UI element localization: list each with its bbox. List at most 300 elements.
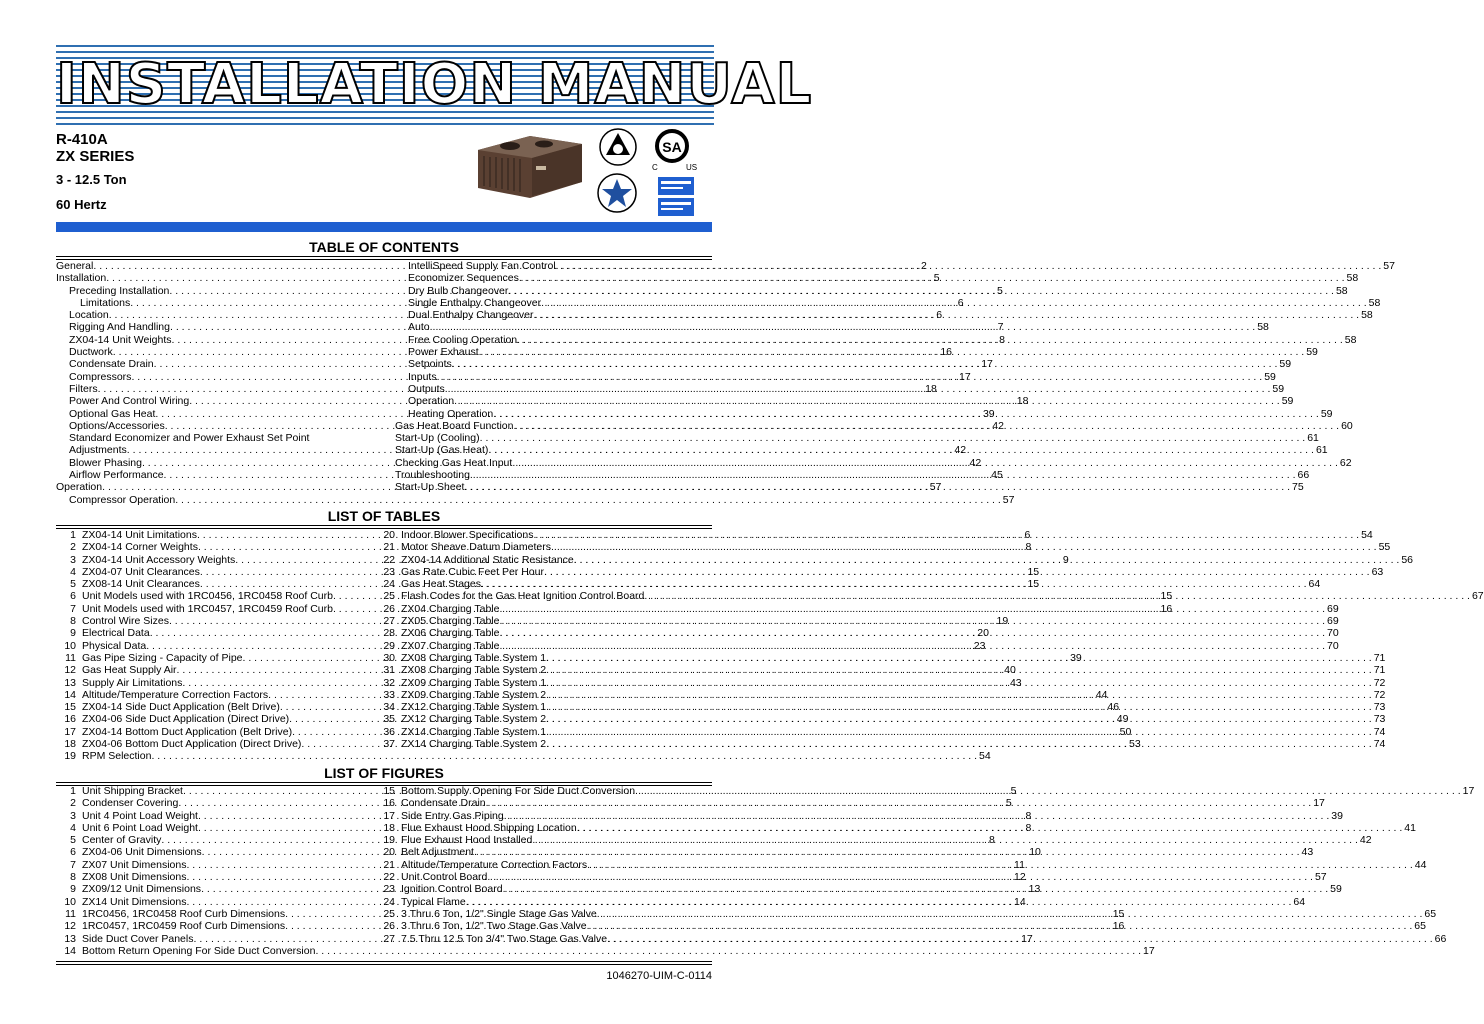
entry-page: 5 xyxy=(933,272,940,285)
entry-label: ZX14 Unit Dimensions xyxy=(82,895,187,908)
entry-page: 39 xyxy=(1331,809,1343,822)
entry-page: 72 xyxy=(1373,676,1386,689)
list-entry xyxy=(375,834,1372,847)
leader-dots xyxy=(466,896,1292,908)
entry-label: 3 Thru 6 Ton, 1/2" Two Stage Gas Valve xyxy=(401,920,587,933)
star-seal-icon xyxy=(596,172,638,214)
entry-number: 26 xyxy=(383,602,395,615)
entry-page: 16 xyxy=(940,346,953,359)
entry-label: Unit 4 Point Load Weight xyxy=(82,809,198,822)
entry-label: ZX12 Charging Table System 2 xyxy=(401,713,547,726)
entry-page: 17 xyxy=(1313,797,1325,810)
entry-page: 65 xyxy=(1424,907,1437,920)
entry-label: Indoor Blower Specifications xyxy=(401,529,534,541)
entry-number: 6 xyxy=(70,846,76,859)
toc-entry xyxy=(395,333,1357,346)
entry-number: 23 xyxy=(383,565,395,578)
toc-entry xyxy=(395,309,1373,322)
entry-page: 59 xyxy=(1281,395,1294,408)
entry-page: 40 xyxy=(1004,664,1016,677)
entry-label: ZX05 Charging Table xyxy=(401,615,500,628)
entry-label: Supply Air Limitations xyxy=(82,676,183,689)
entry-label: ZX06 Charging Table xyxy=(401,627,500,640)
entry-page: 8 xyxy=(988,834,995,847)
entry-page: 8 xyxy=(1025,541,1032,554)
entry-number: 14 xyxy=(64,944,76,957)
entry-number: 25 xyxy=(383,907,395,920)
entry-number: 21 xyxy=(383,541,395,554)
entry-number: 10 xyxy=(64,639,76,652)
entry-page: 18 xyxy=(925,382,937,395)
entry-label: Compressors xyxy=(69,370,132,383)
entry-page: 58 xyxy=(1368,296,1381,309)
entry-page: 57 xyxy=(929,481,942,494)
leader-dots xyxy=(587,859,1413,871)
entry-number: 18 xyxy=(64,738,76,751)
entry-page: 8 xyxy=(999,333,1005,346)
entry-label: 1RC0456, 1RC0458 Roof Curb Dimensions xyxy=(82,907,286,920)
leader-dots xyxy=(587,920,1413,932)
entry-label: Optional Gas Heat xyxy=(69,407,156,420)
entry-number: 12 xyxy=(64,920,76,933)
entry-label: Preceding Installation xyxy=(69,284,170,297)
entry-number: 3 xyxy=(70,809,76,822)
entry-page: 74 xyxy=(1373,725,1386,738)
entry-number: 24 xyxy=(383,578,395,591)
entry-label: ZX09 Charging Table System 2 xyxy=(401,688,547,701)
entry-page: 74 xyxy=(1373,738,1386,751)
entry-label: ZX04 Charging Table xyxy=(401,602,500,615)
entry-page: 54 xyxy=(979,750,991,763)
entry-page: 64 xyxy=(1308,578,1321,591)
entry-page: 70 xyxy=(1327,627,1339,640)
entry-page: 8 xyxy=(1025,821,1032,834)
entry-number: 23 xyxy=(383,883,395,896)
entry-label: Gas Rate Cubic Feet Per Hour xyxy=(401,565,544,578)
entry-number: 31 xyxy=(383,664,395,677)
entry-label: ZX04-14 Additional Static Resistance xyxy=(401,553,574,566)
entry-label: 3 Thru 6 Ton, 1/2" Single Stage Gas Valve xyxy=(401,907,597,920)
entry-label: ZX04-06 Side Duct Application (Direct Drive) xyxy=(82,713,290,726)
entry-number: 5 xyxy=(70,578,76,591)
entry-page: 58 xyxy=(1361,309,1373,322)
entry-label: ZX08 Charging Table System 1 xyxy=(401,651,547,664)
entry-label: Adjustments xyxy=(69,444,127,457)
entry-number: 20 xyxy=(383,846,395,859)
entry-page: 73 xyxy=(1373,713,1386,726)
toc-entry xyxy=(395,321,1269,334)
leader-dots xyxy=(493,408,1319,420)
entry-number: 4 xyxy=(70,565,76,578)
entry-page: 63 xyxy=(1371,565,1384,578)
entry-number: 25 xyxy=(383,590,395,603)
entry-label: Economizer Sequences xyxy=(408,272,519,285)
entry-label: Condenser Covering xyxy=(82,797,179,810)
entry-number: 10 xyxy=(64,895,76,908)
entry-label: Filters xyxy=(69,382,98,395)
entry-number: 11 xyxy=(65,651,76,664)
entry-label: ZX04-14 Unit Limitations xyxy=(82,529,197,541)
entry-page: 57 xyxy=(1314,871,1327,884)
entry-page: 2 xyxy=(920,260,927,272)
entry-label: Start-Up (Cooling) xyxy=(395,432,480,445)
entry-page: 46 xyxy=(1107,701,1120,714)
entry-label: ZX09/12 Unit Dimensions xyxy=(82,883,202,896)
document-id: 1046270-UIM-C-0114 xyxy=(606,970,712,982)
entry-page: 60 xyxy=(1341,419,1353,432)
entry-label: Blower Phasing xyxy=(69,456,142,469)
entry-label: ZX08 Unit Dimensions xyxy=(82,871,187,884)
toc-entry xyxy=(395,432,1319,445)
leader-dots xyxy=(546,677,1372,689)
leader-dots xyxy=(499,603,1325,615)
entry-number: 16 xyxy=(64,713,76,726)
refrigerant-label: R-410A xyxy=(56,131,108,148)
entry-number: 18 xyxy=(383,821,395,834)
entry-page: 16 xyxy=(1112,920,1125,933)
entry-page: 17 xyxy=(981,358,993,371)
entry-page: 18 xyxy=(1016,395,1029,408)
entry-page: 55 xyxy=(1378,541,1391,554)
leader-dots xyxy=(175,494,1001,506)
leader-dots xyxy=(534,529,1360,541)
entry-number: 2 xyxy=(70,541,76,554)
leader-dots xyxy=(499,627,1325,639)
entry-page: 17 xyxy=(1143,944,1155,957)
leader-dots xyxy=(452,358,1278,370)
entry-number: 37 xyxy=(383,738,395,751)
leader-dots xyxy=(556,260,1382,272)
entry-page: 6 xyxy=(936,309,943,322)
leader-dots xyxy=(519,272,1345,284)
entry-page: 54 xyxy=(1361,529,1373,541)
entry-page: 39 xyxy=(982,407,995,420)
entry-label: ZX08-14 Unit Clearances xyxy=(82,578,200,591)
entry-page: 14 xyxy=(1014,895,1026,908)
entry-number: 13 xyxy=(64,676,76,689)
entry-page: 44 xyxy=(1095,688,1108,701)
entry-label: ZX09 Charging Table System 1 xyxy=(401,676,547,689)
entry-page: 71 xyxy=(1373,664,1386,677)
entry-label: Unit Shipping Bracket xyxy=(82,785,183,797)
leader-dots xyxy=(481,578,1307,590)
entry-page: 69 xyxy=(1327,602,1339,615)
design-certified-icon xyxy=(598,127,638,167)
entry-number: 19 xyxy=(64,750,76,763)
entry-label: ZX04-14 Bottom Duct Application (Belt Drive) xyxy=(82,725,293,738)
toc-title: TABLE OF CONTENTS xyxy=(309,239,459,255)
entry-page: 45 xyxy=(991,469,1003,482)
entry-page: 41 xyxy=(1404,821,1416,834)
entry-page: 65 xyxy=(1414,920,1426,933)
leader-dots xyxy=(546,652,1372,664)
entry-page: 15 xyxy=(1027,578,1040,591)
entry-page: 42 xyxy=(954,444,967,457)
entry-page: 20 xyxy=(977,627,989,640)
entry-label: Motor Sheave Datum Diameters xyxy=(401,541,551,554)
entry-label: Auto xyxy=(408,321,430,334)
entry-label: 1RC0457, 1RC0459 Roof Curb Dimensions xyxy=(82,920,286,933)
entry-number: 17 xyxy=(64,725,76,738)
entry-label: Belt Adjustment xyxy=(401,846,474,859)
leader-dots xyxy=(430,321,1256,333)
entry-label: Center of Gravity xyxy=(82,834,162,847)
entry-label: Limitations xyxy=(80,296,131,309)
entry-page: 67 xyxy=(1471,590,1484,603)
leader-dots xyxy=(486,797,1312,809)
entry-label: Control Wire Sizes xyxy=(82,615,169,628)
entry-label: Options/Accessories xyxy=(69,419,165,432)
leader-dots xyxy=(532,834,1358,846)
leader-dots xyxy=(574,554,1400,566)
entry-label: Flash Codes for the Gas Heat Ignition Control Board xyxy=(401,590,645,603)
entry-page: 43 xyxy=(1301,846,1314,859)
leader-dots xyxy=(470,469,1296,481)
entry-page: 61 xyxy=(1307,432,1319,445)
entry-number: 17 xyxy=(383,809,395,822)
entry-page: 10 xyxy=(1029,846,1041,859)
leader-dots xyxy=(504,810,1330,822)
entry-label: Condensate Drain xyxy=(69,358,154,371)
series-label: ZX SERIES xyxy=(56,148,135,165)
entry-label: ZX04-07 Unit Clearances xyxy=(82,565,200,578)
entry-page: 16 xyxy=(1160,602,1173,615)
toc-entry xyxy=(395,272,1359,285)
entry-page: 71 xyxy=(1373,651,1386,664)
list-entry xyxy=(375,809,1343,822)
entry-label: Gas Heat Supply Air xyxy=(82,664,177,677)
entry-number: 15 xyxy=(383,785,395,797)
leader-dots xyxy=(546,738,1372,750)
entry-label: ZX04-14 Corner Weights xyxy=(82,541,198,554)
leader-dots xyxy=(512,457,1338,469)
entry-page: 75 xyxy=(1292,481,1304,494)
entry-number: 14 xyxy=(64,688,76,701)
entry-label: Standard Economizer and Power Exhaust Set Point xyxy=(69,432,310,445)
entry-page: 42 xyxy=(992,419,1004,432)
entry-number: 24 xyxy=(383,895,395,908)
entry-page: 58 xyxy=(1344,333,1357,346)
entry-number: 7 xyxy=(70,858,76,871)
entry-number: 27 xyxy=(383,615,395,628)
entry-number: 9 xyxy=(70,627,76,640)
entry-page: 12 xyxy=(1014,871,1026,884)
entry-page: 15 xyxy=(1160,590,1173,603)
leader-dots xyxy=(474,846,1300,858)
entry-label: Operation xyxy=(56,481,103,494)
entry-page: 17 xyxy=(1021,932,1033,945)
entry-number: 13 xyxy=(64,932,76,945)
entry-label: ZX04-14 Side Duct Application (Belt Drive) xyxy=(82,701,280,714)
entry-label: ZX04-14 Unit Weights xyxy=(69,333,172,346)
entry-label: Ignition Control Board xyxy=(401,883,503,896)
entry-page: 17 xyxy=(1462,785,1475,797)
leader-dots xyxy=(508,285,1334,297)
entry-page: 9 xyxy=(1062,553,1069,566)
leader-dots xyxy=(546,664,1372,676)
entry-page: 59 xyxy=(1320,407,1333,420)
entry-label: Electrical Data xyxy=(82,627,150,640)
entry-page: 57 xyxy=(1383,260,1395,272)
leader-dots xyxy=(544,566,1370,578)
manual-title: INSTALLATION MANUAL xyxy=(56,52,813,117)
entry-number: 36 xyxy=(383,725,395,738)
entry-number: 12 xyxy=(64,664,76,677)
leader-dots xyxy=(487,871,1313,883)
entry-page: 50 xyxy=(1119,725,1132,738)
leader-dots xyxy=(503,883,1329,895)
entry-label: Gas Heat Stages xyxy=(401,578,481,591)
leader-dots xyxy=(546,713,1372,725)
entry-label: Single Enthalpy Changeover xyxy=(408,296,542,309)
leader-dots xyxy=(534,309,1360,321)
entry-page: 58 xyxy=(1257,321,1269,334)
entry-label: Setpoints xyxy=(408,358,452,371)
entry-page: 72 xyxy=(1373,688,1386,701)
leader-dots xyxy=(480,432,1306,444)
toc-entry xyxy=(395,284,1348,297)
entry-page: 59 xyxy=(1272,382,1285,395)
entry-label: Location xyxy=(69,309,109,322)
leader-dots xyxy=(445,383,1271,395)
entry-number: 26 xyxy=(383,920,395,933)
entry-label: ZX14 Charging Table System 1 xyxy=(401,725,547,738)
entry-page: 43 xyxy=(1009,676,1022,689)
entry-number: 7 xyxy=(70,602,76,615)
leader-dots xyxy=(517,334,1343,346)
entry-label: ZX07 Charging Table xyxy=(401,639,500,652)
entry-page: 66 xyxy=(1434,932,1447,945)
entry-number: 30 xyxy=(383,651,395,664)
entry-label: Unit Control Board xyxy=(401,871,488,884)
entry-number: 16 xyxy=(383,797,395,810)
entry-label: ZX04-06 Unit Dimensions xyxy=(82,846,202,859)
entry-number: 6 xyxy=(70,590,76,603)
entry-label: Outputs xyxy=(408,382,445,395)
entry-label: Altitude/Temperature Correction Factors xyxy=(401,858,588,871)
figures-title: LIST OF FIGURES xyxy=(324,765,444,781)
entry-number: 22 xyxy=(383,871,395,884)
entry-page: 56 xyxy=(1401,553,1414,566)
leader-dots xyxy=(546,726,1372,738)
entry-label: Troubleshooting xyxy=(395,469,470,482)
entry-label: Unit Models used with 1RC0457, 1RC0459 Roof Curb xyxy=(82,602,333,615)
entry-label: Dual Enthalpy Changeover xyxy=(408,309,534,322)
entry-label: Start-Up (Gas Heat) xyxy=(395,444,489,457)
csa-c-label: C xyxy=(652,163,658,172)
entry-page: 53 xyxy=(1129,738,1141,751)
leader-dots xyxy=(577,822,1403,834)
rooftop-unit-image xyxy=(470,130,588,202)
entry-label: ZX14 Charging Table System 2 xyxy=(401,738,547,751)
entry-label: Compressor Operation xyxy=(69,493,176,506)
entry-label: Free Cooling Operation xyxy=(408,333,518,346)
toc-entry xyxy=(395,296,1381,309)
entry-number: 34 xyxy=(383,701,395,714)
entry-label: Ductwork xyxy=(69,346,113,359)
entry-number: 4 xyxy=(70,821,76,834)
entry-page: 69 xyxy=(1327,615,1339,628)
entry-label: Checking Gas Heat Input xyxy=(395,456,513,469)
leader-dots xyxy=(635,785,1461,797)
csa-us-label: US xyxy=(686,163,698,172)
entry-number: 5 xyxy=(70,834,76,847)
entry-page: 57 xyxy=(1002,493,1015,506)
entry-number: 35 xyxy=(383,713,395,726)
leader-dots xyxy=(488,444,1314,456)
entry-label: Operation xyxy=(408,395,455,408)
entry-page: 5 xyxy=(1005,797,1012,810)
entry-label: RPM Selection xyxy=(82,750,152,763)
entry-page: 49 xyxy=(1116,713,1129,726)
entry-label: Airflow Performance xyxy=(69,469,164,482)
entry-page: 59 xyxy=(1330,883,1342,896)
entry-label: Altitude/Temperature Correction Factors xyxy=(82,688,269,701)
entry-number: 32 xyxy=(383,676,395,689)
entry-number: 27 xyxy=(383,932,395,945)
leader-dots xyxy=(499,615,1325,627)
entry-label: Installation xyxy=(56,272,107,285)
list-entry xyxy=(56,944,1155,957)
tables-title: LIST OF TABLES xyxy=(327,508,441,524)
entry-page: 66 xyxy=(1297,469,1310,482)
entry-label: 7.5 Thru 12.5 Ton 3/4" Two Stage Gas Valve xyxy=(401,932,608,945)
entry-label: ZX12 Charging Table System 1 xyxy=(401,701,547,714)
entry-page: 23 xyxy=(973,639,986,652)
entry-label: Unit 6 Point Load Weight xyxy=(82,821,198,834)
ahri-badge-icon xyxy=(658,177,694,195)
entry-number: 29 xyxy=(383,639,395,652)
list-entry xyxy=(375,529,1373,541)
entry-label: Condensate Drain xyxy=(401,797,486,810)
entry-page: 59 xyxy=(1306,346,1318,359)
entry-label: Power And Control Wiring xyxy=(69,395,190,408)
entry-number: 1 xyxy=(70,529,76,541)
entry-page: 64 xyxy=(1293,895,1306,908)
entry-page: 39 xyxy=(1070,651,1082,664)
entry-page: 15 xyxy=(1027,565,1040,578)
entry-page: 15 xyxy=(1112,907,1125,920)
entry-number: 11 xyxy=(65,907,76,920)
ahri-badge-icon-2 xyxy=(658,198,694,216)
entry-page: 5 xyxy=(1010,785,1017,797)
leader-dots xyxy=(151,750,977,762)
entry-label: ZX07 Unit Dimensions xyxy=(82,858,187,871)
entry-label: Gas Heat Board Function xyxy=(395,419,514,432)
entry-label: Unit Models used with 1RC0456, 1RC0458 Roof Curb xyxy=(82,590,333,603)
entry-number: 33 xyxy=(383,688,395,701)
entry-number: 28 xyxy=(383,627,395,640)
entry-number: 8 xyxy=(70,871,76,884)
entry-label: Physical Data xyxy=(82,639,147,652)
entry-number: 3 xyxy=(70,553,76,566)
entry-page: 17 xyxy=(959,370,971,383)
entry-label: Rigging And Handling xyxy=(69,321,170,334)
leader-dots xyxy=(551,541,1377,553)
entry-number: 1 xyxy=(70,785,76,797)
entry-label: Bottom Return Opening For Side Duct Conversion xyxy=(82,944,316,957)
svg-text:SA: SA xyxy=(662,139,682,155)
divider xyxy=(56,961,712,965)
entry-page: 42 xyxy=(1359,834,1372,847)
leader-dots xyxy=(513,420,1339,432)
entry-label: ZX04-14 Unit Accessory Weights xyxy=(82,553,236,566)
leader-dots xyxy=(454,395,1280,407)
entry-number: 20 xyxy=(383,529,395,541)
entry-number: 21 xyxy=(383,858,395,871)
entry-page: 19 xyxy=(996,615,1009,628)
entry-page: 5 xyxy=(996,284,1003,297)
